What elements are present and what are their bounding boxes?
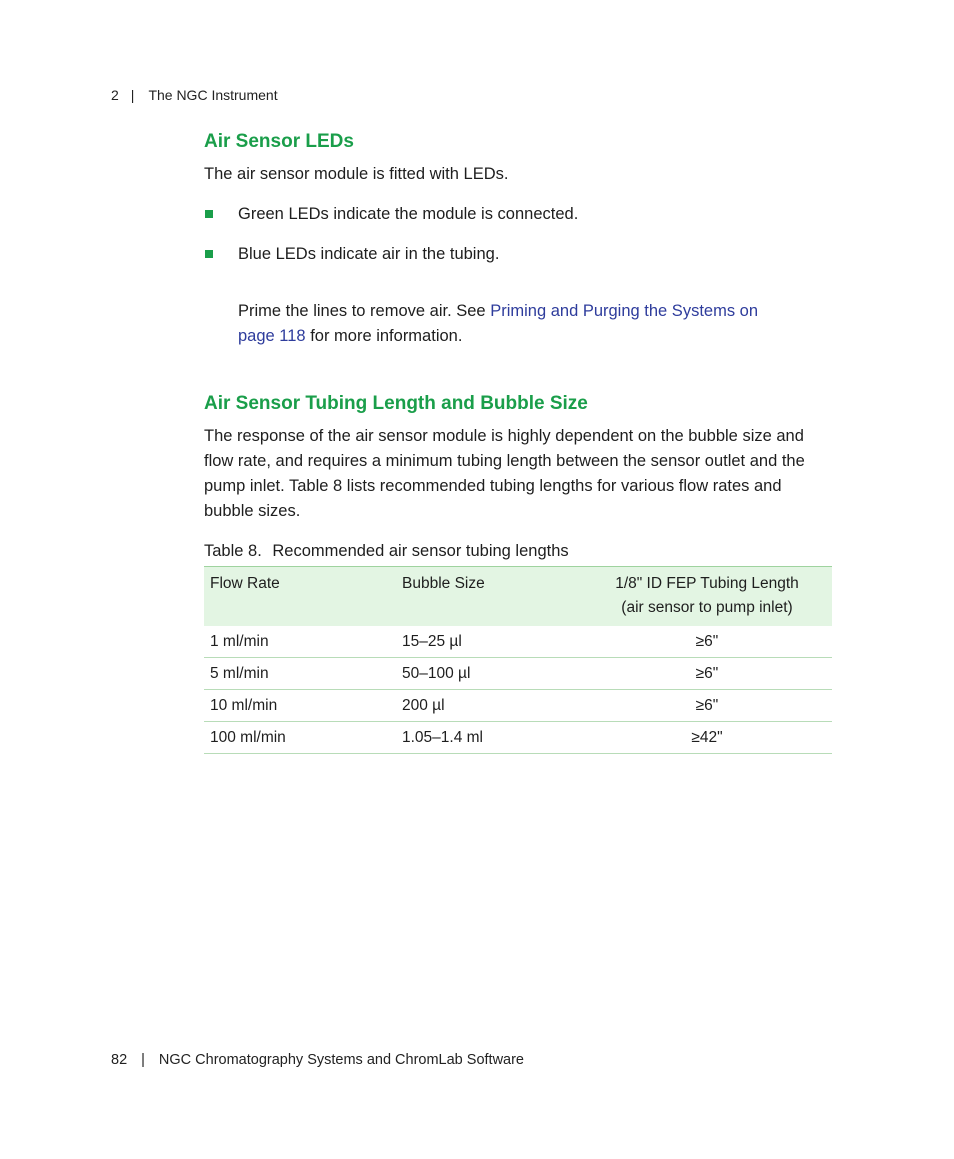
- list-item: [204, 242, 832, 282]
- footer-title: NGC Chromatography Systems and ChromLab Software: [158, 1052, 524, 1068]
- cell-bubble-size: 200 µl: [396, 690, 582, 722]
- bullet-list: [204, 202, 832, 282]
- header-tubing-length-line2: (air sensor to pump inlet): [621, 599, 793, 616]
- cell-tubing-length: ≥6": [582, 658, 832, 690]
- table-caption-text: Recommended air sensor tubing lengths: [272, 542, 569, 560]
- header-tubing-length: [582, 567, 832, 627]
- cell-tubing-length: ≥6": [582, 690, 832, 722]
- priming-purging-link[interactable]: Priming and Purging the Systems on page 118: [238, 301, 759, 345]
- cell-flow-rate: 1 ml/min: [204, 626, 396, 658]
- footer-page-number: 82: [111, 1052, 128, 1068]
- running-footer: [111, 1052, 524, 1068]
- header-page-number: 2: [111, 87, 119, 103]
- square-bullet-icon: [205, 250, 213, 258]
- cell-bubble-size: 15–25 µl: [396, 626, 582, 658]
- priming-note: [238, 299, 798, 349]
- running-header: [111, 87, 278, 103]
- table-caption-number: Table 8.: [204, 542, 262, 560]
- section-title-tubing-length: Air Sensor Tubing Length and Bubble Size: [204, 393, 588, 414]
- square-bullet-icon: [205, 210, 213, 218]
- table-caption: [204, 540, 569, 562]
- table-row: [204, 722, 832, 754]
- cell-flow-rate: 5 ml/min: [204, 658, 396, 690]
- section-intro: The air sensor module is fitted with LEDs.: [204, 165, 509, 183]
- section-title-air-sensor-leds: Air Sensor LEDs: [204, 131, 354, 152]
- table-row: [204, 626, 832, 658]
- cell-bubble-size: 1.05–1.4 ml: [396, 722, 582, 754]
- cell-tubing-length: ≥42": [582, 722, 832, 754]
- header-separator: |: [130, 87, 135, 103]
- note-suffix: for more information.: [305, 326, 463, 345]
- cell-flow-rate: 100 ml/min: [204, 722, 396, 754]
- header-tubing-length-line1: 1/8" ID FEP Tubing Length: [615, 575, 799, 592]
- tubing-length-table: [204, 566, 832, 754]
- table-row: [204, 658, 832, 690]
- cell-bubble-size: 50–100 µl: [396, 658, 582, 690]
- cell-flow-rate: 10 ml/min: [204, 690, 396, 722]
- list-item-text: Green LEDs indicate the module is connected.: [238, 205, 579, 223]
- table-header-row: [204, 567, 832, 627]
- section-body: The response of the air sensor module is highly dependent on the bubble size and flow rate, and requires a minimum tubing length between the sensor outlet and the pump inlet. Table 8 lists recommended tubing lengths for various flow rates and bubble sizes.: [204, 427, 805, 520]
- list-item-text: Blue LEDs indicate air in the tubing.: [238, 245, 500, 263]
- table-row: [204, 690, 832, 722]
- note-prefix: Prime the lines to remove air. See: [238, 301, 491, 320]
- header-flow-rate: Flow Rate: [210, 575, 280, 592]
- footer-separator: |: [141, 1052, 145, 1068]
- cell-tubing-length: ≥6": [582, 626, 832, 658]
- header-chapter-title: The NGC Instrument: [148, 87, 278, 103]
- header-bubble-size: Bubble Size: [402, 575, 485, 592]
- list-item: [204, 202, 832, 242]
